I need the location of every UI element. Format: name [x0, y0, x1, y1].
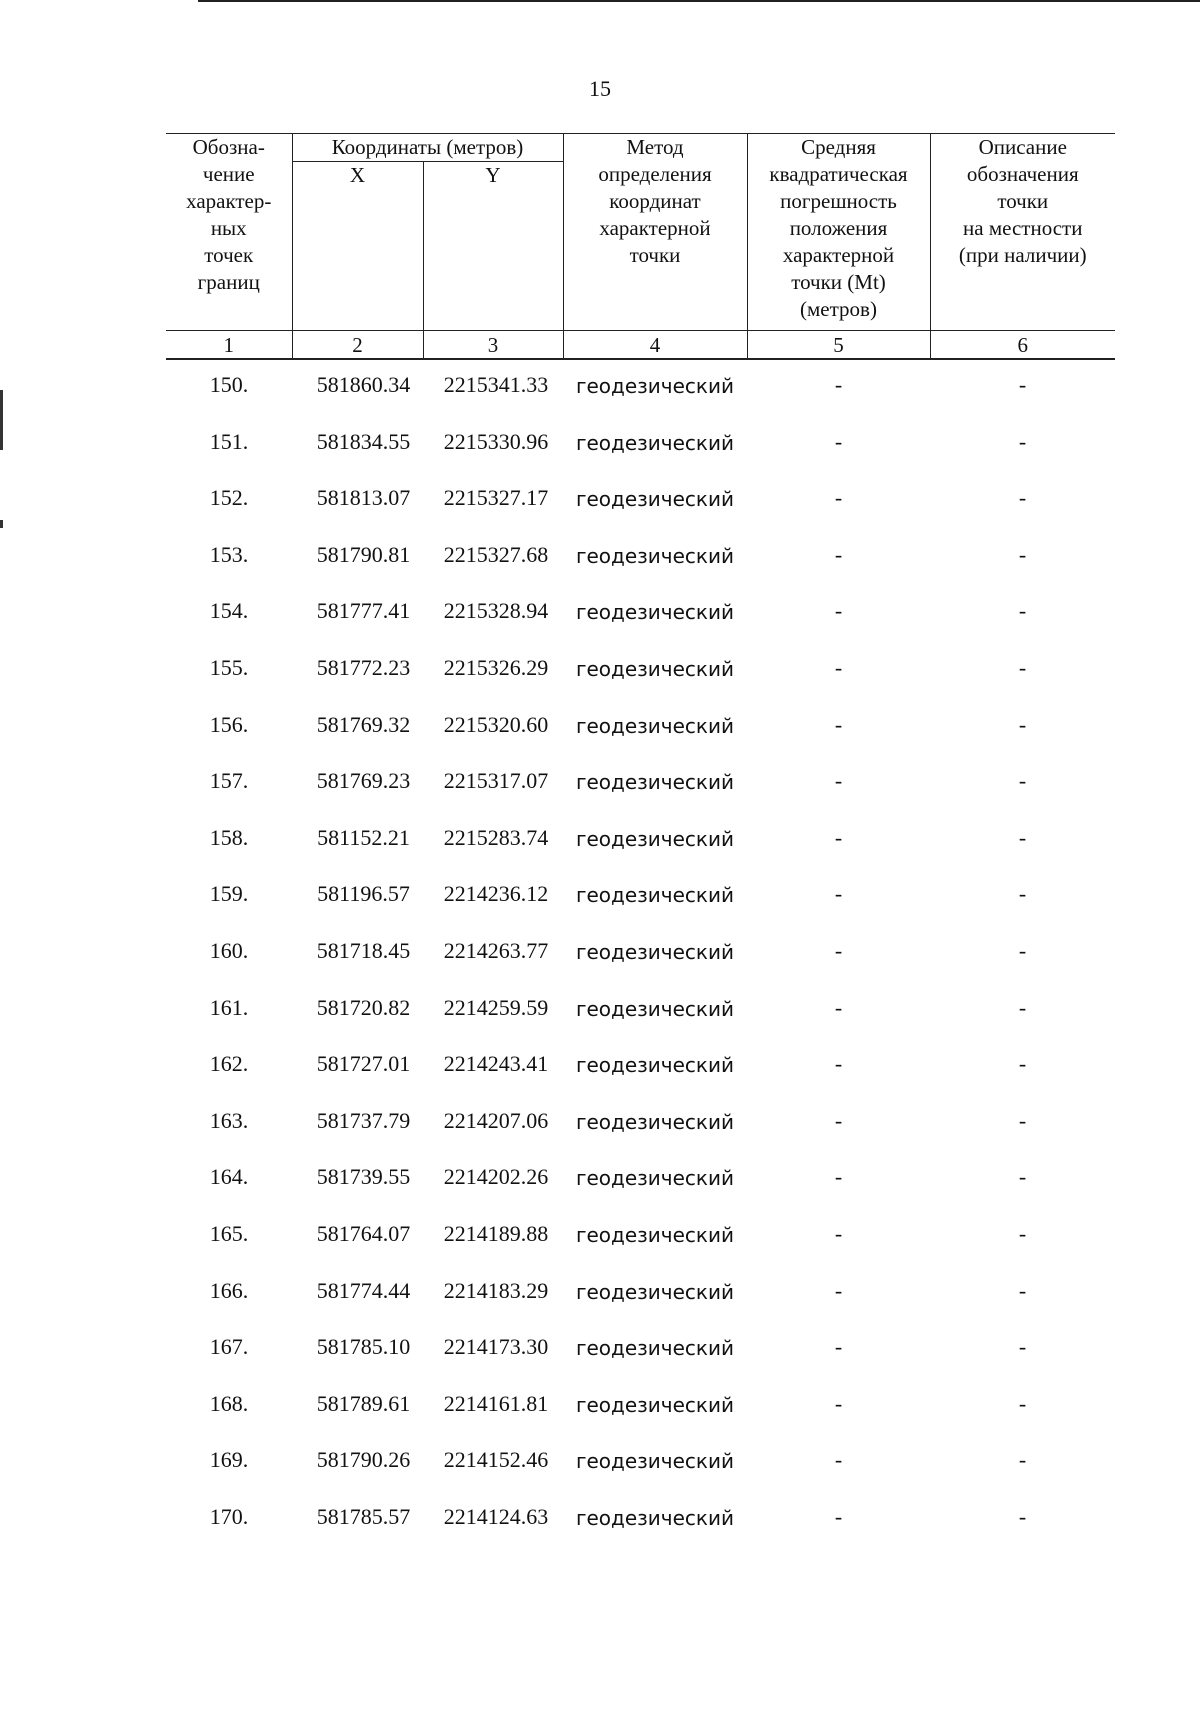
scan-edge-mark [0, 520, 3, 528]
mean-error-cell: - [834, 1220, 843, 1246]
mean-error-cell: - [834, 994, 843, 1020]
method-cell: геодезический [575, 1166, 734, 1191]
mean-error-cell: - [834, 598, 843, 624]
y-coordinate: 2214124.63 [443, 1503, 549, 1529]
method-cell: геодезический [575, 939, 734, 964]
method-cell: геодезический [575, 600, 734, 625]
x-coordinate: 581152.21 [317, 824, 410, 850]
method-cell: геодезический [575, 883, 734, 908]
y-coordinate: 2214207.06 [443, 1107, 549, 1133]
method-cell: геодезический [575, 543, 734, 568]
point-number: 168. [209, 1390, 249, 1416]
mean-error-cell: - [834, 711, 843, 737]
mean-error-cell: - [834, 824, 843, 850]
description-cell: - [1018, 1503, 1027, 1529]
point-number: 153. [209, 541, 249, 567]
y-coordinate: 2214263.77 [443, 937, 549, 963]
mean-error-cell: - [834, 1334, 843, 1360]
x-coordinate: 581813.07 [316, 485, 411, 511]
description-cell: - [1018, 598, 1027, 624]
top-border-line [198, 0, 1200, 2]
mean-error-cell: - [834, 1107, 843, 1133]
point-number: 162. [209, 1051, 249, 1077]
x-coordinate: 581718.45 [316, 937, 411, 963]
description-cell: - [1018, 428, 1027, 454]
x-coordinate: 581720.82 [316, 994, 411, 1020]
method-cell: геодезический [575, 1279, 734, 1304]
header-point-designation: Обозна- чение характер- ных точек границ [166, 134, 292, 331]
mean-error-cell: - [834, 1447, 843, 1473]
x-coordinate: 581196.57 [317, 881, 410, 907]
point-number: 169. [209, 1447, 249, 1473]
point-number: 150. [209, 372, 249, 397]
x-coordinate: 581834.55 [316, 428, 411, 454]
header-mean-error: Средняя квадратическая погрешность положения характерной точки (Mt) (метров) [747, 134, 930, 331]
method-cell: геодезический [575, 1449, 734, 1474]
description-cell: - [1018, 654, 1027, 680]
y-coordinate: 2215327.17 [443, 485, 549, 511]
y-coordinate: 2214183.29 [443, 1277, 549, 1303]
method-cell: геодезический [575, 430, 734, 455]
y-coordinate: 2215327.68 [443, 541, 549, 567]
x-coordinate: 581777.41 [316, 598, 411, 624]
column-number: 1 [166, 331, 292, 360]
y-coordinate: 2214173.30 [443, 1334, 549, 1360]
y-coordinate: 2214236.12 [443, 881, 549, 907]
point-number: 170. [209, 1503, 249, 1529]
method-cell: геодезический [575, 713, 734, 738]
mean-error-cell: - [834, 1164, 843, 1190]
table-header [166, 133, 1115, 360]
description-cell: - [1018, 1164, 1027, 1190]
x-coordinate: 581737.79 [316, 1107, 411, 1133]
mean-error-cell: - [834, 428, 843, 454]
method-cell: геодезический [575, 770, 734, 795]
mean-error-cell: - [834, 541, 843, 567]
x-coordinate: 581789.61 [316, 1390, 411, 1416]
page-number: 15 [589, 76, 611, 101]
point-number: 152. [209, 485, 249, 511]
mean-error-cell: - [834, 485, 843, 511]
description-cell: - [1018, 824, 1027, 850]
method-cell: геодезический [575, 1222, 734, 1247]
description-cell: - [1018, 1220, 1027, 1246]
method-cell: геодезический [575, 996, 734, 1021]
method-cell: геодезический [575, 1336, 734, 1361]
y-coordinate: 2214189.88 [443, 1220, 549, 1246]
point-number: 159. [209, 881, 249, 907]
y-coordinate: 2215328.94 [443, 598, 549, 624]
x-coordinate: 581860.34 [316, 372, 411, 397]
header-description: Описание обозначения точки на местности (при наличии) [930, 134, 1115, 331]
header-y: Y [423, 162, 563, 331]
y-coordinate: 2215330.96 [443, 428, 549, 454]
point-number: 155. [209, 654, 249, 680]
y-coordinate: 2215283.74 [443, 824, 549, 850]
x-coordinate: 581772.23 [316, 654, 411, 680]
header-x: X [292, 162, 423, 331]
method-cell: геодезический [575, 1392, 734, 1417]
x-coordinate: 581764.07 [316, 1220, 411, 1246]
scan-edge-mark [0, 390, 3, 450]
point-number: 158. [209, 824, 249, 850]
description-cell: - [1018, 541, 1027, 567]
description-cell: - [1018, 372, 1027, 397]
mean-error-cell: - [834, 937, 843, 963]
description-cell: - [1018, 881, 1027, 907]
point-number: 156. [209, 711, 249, 737]
mean-error-cell: - [834, 1277, 843, 1303]
column-number: 4 [563, 331, 747, 360]
y-coordinate: 2214243.41 [443, 1051, 549, 1077]
point-number: 160. [209, 937, 249, 963]
description-cell: - [1018, 1390, 1027, 1416]
method-cell: геодезический [575, 374, 734, 398]
point-number: 163. [209, 1107, 249, 1133]
x-coordinate: 581769.32 [316, 711, 411, 737]
method-cell: геодезический [575, 656, 734, 681]
y-coordinate: 2214152.46 [443, 1447, 549, 1473]
point-number: 157. [209, 768, 249, 794]
point-number: 165. [209, 1220, 249, 1246]
method-cell: геодезический [575, 826, 734, 851]
mean-error-cell: - [834, 768, 843, 794]
point-number: 164. [209, 1164, 249, 1190]
column-number: 2 [292, 331, 423, 360]
description-cell: - [1018, 937, 1027, 963]
description-cell: - [1018, 994, 1027, 1020]
point-number: 161. [209, 994, 249, 1020]
column-number: 5 [747, 331, 930, 360]
x-coordinate: 581785.10 [316, 1334, 411, 1360]
column-number: 3 [423, 331, 563, 360]
mean-error-cell: - [834, 1390, 843, 1416]
method-cell: геодезический [575, 1053, 734, 1078]
x-coordinate: 581739.55 [316, 1164, 411, 1190]
description-cell: - [1018, 1051, 1027, 1077]
point-number: 154. [209, 598, 249, 624]
x-coordinate: 581790.81 [316, 541, 411, 567]
description-cell: - [1018, 1334, 1027, 1360]
description-cell: - [1018, 485, 1027, 511]
x-coordinate: 581790.26 [316, 1447, 411, 1473]
description-cell: - [1018, 1277, 1027, 1303]
point-number: 167. [209, 1334, 249, 1360]
x-coordinate: 581785.57 [316, 1503, 411, 1529]
y-coordinate: 2214161.81 [443, 1390, 549, 1416]
method-cell: геодезический [575, 1505, 734, 1530]
header-method: Метод определения координат характерной точки [563, 134, 747, 331]
description-cell: - [1018, 1107, 1027, 1133]
point-number: 151. [209, 428, 249, 454]
mean-error-cell: - [834, 881, 843, 907]
y-coordinate: 2215341.33 [443, 372, 549, 397]
y-coordinate: 2215320.60 [443, 711, 549, 737]
y-coordinate: 2214259.59 [443, 994, 549, 1020]
header-coordinates: Координаты (метров) [292, 134, 563, 162]
method-cell: геодезический [575, 487, 734, 512]
mean-error-cell: - [834, 372, 843, 397]
description-cell: - [1018, 711, 1027, 737]
x-coordinate: 581774.44 [316, 1277, 411, 1303]
mean-error-cell: - [834, 654, 843, 680]
y-coordinate: 2214202.26 [443, 1164, 549, 1190]
point-number: 166. [209, 1277, 249, 1303]
x-coordinate: 581769.23 [316, 768, 411, 794]
y-coordinate: 2215326.29 [443, 654, 549, 680]
mean-error-cell: - [834, 1503, 843, 1529]
method-cell: геодезический [575, 1109, 734, 1134]
y-coordinate: 2215317.07 [443, 768, 549, 794]
description-cell: - [1018, 1447, 1027, 1473]
mean-error-cell: - [834, 1051, 843, 1077]
description-cell: - [1018, 768, 1027, 794]
column-number: 6 [930, 331, 1115, 360]
x-coordinate: 581727.01 [316, 1051, 411, 1077]
